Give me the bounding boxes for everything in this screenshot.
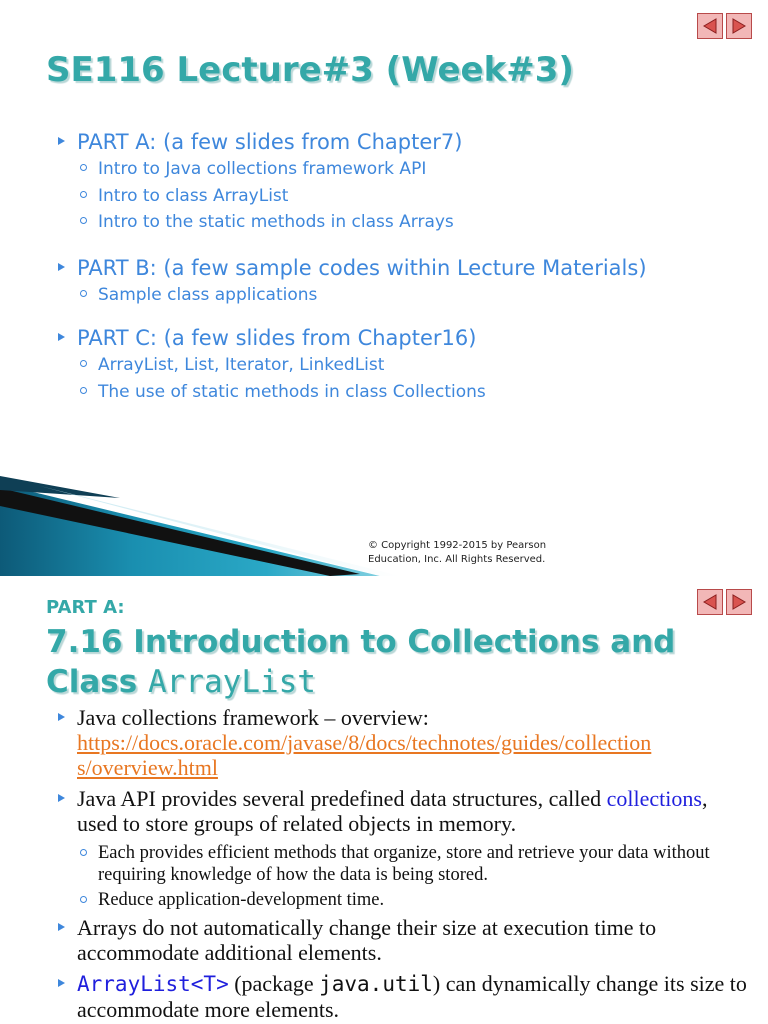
bullet-triangle-icon — [58, 333, 65, 341]
bullet-circle-icon — [80, 217, 87, 224]
part-c-heading: PART C: (a few slides from Chapter16) — [58, 324, 758, 352]
sub-bullet-efficient-methods: Each provides efficient methods that organize, store and retrieve your data without requiring knowledge of how the data is being stored. — [58, 842, 748, 886]
bullet-triangle-icon — [58, 923, 65, 931]
copyright-notice: © Copyright 1992-2015 by Pearson Education, Inc. All Rights Reserved. — [368, 540, 547, 565]
bullet-circle-icon — [80, 849, 87, 856]
sub-bullet-reduce-time: Reduce application-development time. — [58, 889, 748, 911]
nav-prev-icon — [701, 593, 719, 611]
bullet-triangle-icon — [58, 713, 65, 721]
slide-2-title: 7.16 Introduction to Collections and Class ArrayList — [46, 624, 676, 700]
part-a-heading: PART A: (a few slides from Chapter7) — [58, 128, 758, 156]
nav-next-icon — [730, 17, 748, 35]
bullet-circle-icon — [80, 387, 87, 394]
bullet-circle-icon — [80, 896, 87, 903]
part-a-item: Intro to the static methods in class Arrays — [58, 209, 758, 236]
collections-overview-link[interactable]: https://docs.oracle.com/javase/8/docs/technotes/guides/collection s/overview.html — [77, 730, 652, 780]
bullet-arraylist-dynamic: ArrayList<T> (package java.util) can dynamically change its size to accommodate more elements. — [58, 971, 748, 1022]
bullet-triangle-icon — [58, 979, 65, 987]
bullet-circle-icon — [80, 191, 87, 198]
next-slide-button[interactable] — [726, 589, 752, 615]
part-c-item: The use of static methods in class Collections — [58, 379, 758, 406]
bullet-java-api-collections: Java API provides several predefined data structures, called collections, used to store groups of related objects in memory. — [58, 786, 748, 836]
slide-2 — [0, 576, 768, 1024]
arraylist-code: ArrayList<T> — [77, 972, 229, 996]
slide-2-nav — [697, 589, 752, 615]
bullet-collections-overview: Java collections framework – overview: https://docs.oracle.com/javase/8/docs/technotes/guides/collection s/overview.html — [58, 705, 748, 780]
bullet-triangle-icon — [58, 263, 65, 271]
nav-next-icon — [730, 593, 748, 611]
slide-2-content — [58, 705, 748, 1024]
bullet-circle-icon — [80, 290, 87, 297]
next-slide-button[interactable] — [726, 13, 752, 39]
nav-prev-icon — [701, 17, 719, 35]
bullet-circle-icon — [80, 164, 87, 171]
bullet-arrays-fixed-size: Arrays do not automatically change their size at execution time to accommodate additional elements. — [58, 915, 748, 965]
bullet-triangle-icon — [58, 137, 65, 145]
slide-1-outline — [58, 128, 758, 405]
bullet-circle-icon — [80, 360, 87, 367]
part-b-item: Sample class applications — [58, 282, 758, 309]
slide-1-nav — [697, 13, 752, 39]
part-a-item: Intro to Java collections framework API — [58, 156, 758, 183]
prev-slide-button[interactable] — [697, 589, 723, 615]
slide-1-title: SE116 Lecture#3 (Week#3) — [46, 50, 574, 90]
part-label: PART A: — [46, 597, 125, 618]
package-code: java.util — [319, 972, 433, 996]
prev-slide-button[interactable] — [697, 13, 723, 39]
part-b-heading: PART B: (a few sample codes within Lecture Materials) — [58, 254, 758, 282]
bullet-triangle-icon — [58, 794, 65, 802]
collections-keyword: collections — [606, 786, 702, 811]
part-c-item: ArrayList, List, Iterator, LinkedList — [58, 352, 758, 379]
part-a-item: Intro to class ArrayList — [58, 183, 758, 210]
